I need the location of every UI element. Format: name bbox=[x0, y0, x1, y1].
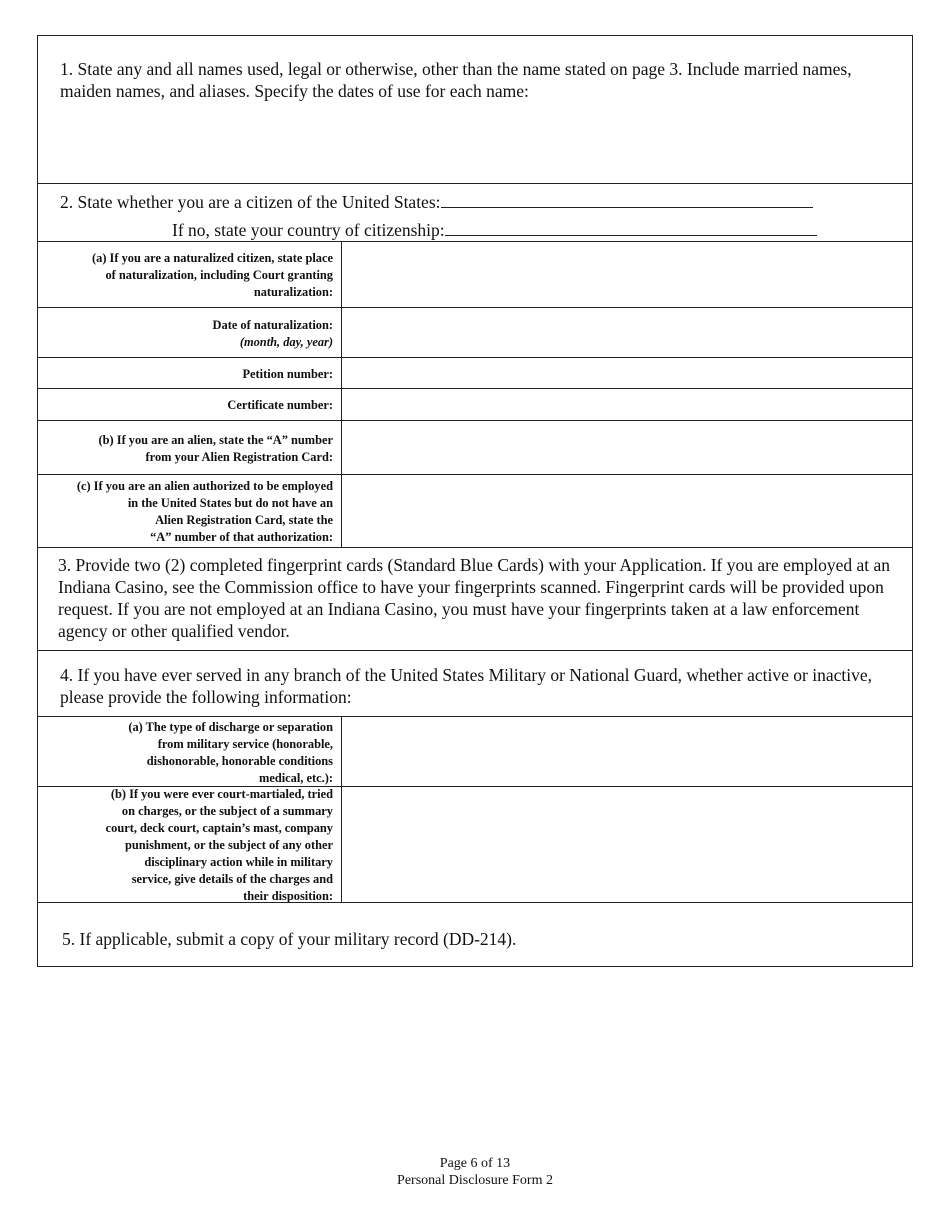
naturalization-place-field[interactable] bbox=[342, 242, 912, 307]
certificate-number-row bbox=[38, 388, 912, 420]
discharge-type-field[interactable] bbox=[342, 717, 912, 786]
alien-registration-row bbox=[38, 420, 912, 474]
naturalization-date-field[interactable] bbox=[342, 308, 912, 357]
naturalization-date-label bbox=[38, 308, 342, 357]
question-1-answer-area[interactable] bbox=[38, 106, 912, 183]
label-line: naturalization: bbox=[253, 285, 333, 299]
question-4-section bbox=[38, 650, 912, 716]
alien-registration-field[interactable] bbox=[342, 421, 912, 474]
label-line: disciplinary action while in military bbox=[144, 855, 333, 869]
label-line: (c) If you are an alien authorized to be employed bbox=[76, 479, 333, 493]
label-line: (a) If you are a naturalized citizen, state place bbox=[92, 251, 333, 265]
label-line: medical, etc.): bbox=[259, 770, 333, 785]
label-line: Alien Registration Card, state the bbox=[155, 513, 333, 527]
citizen-question-label: 2. State whether you are a citizen of the United States: bbox=[60, 192, 441, 212]
label-line: from your Alien Registration Card: bbox=[145, 449, 333, 464]
certificate-number-label bbox=[38, 389, 342, 420]
label-line: Certificate number: bbox=[227, 398, 333, 412]
label-line: court, deck court, captain’s mast, company bbox=[105, 821, 333, 835]
label-line: service, give details of the charges and bbox=[131, 872, 333, 886]
label-line: from military service (honorable, bbox=[157, 736, 333, 751]
certificate-number-field[interactable] bbox=[342, 389, 912, 420]
question-5-text: 5. If applicable, submit a copy of your military record (DD-214). bbox=[62, 929, 517, 949]
label-line: Petition number: bbox=[242, 366, 333, 381]
label-line: in the United States but do not have an bbox=[127, 496, 333, 510]
label-line: Date of naturalization: bbox=[212, 317, 333, 332]
label-line: “A” number of that authorization: bbox=[150, 530, 333, 544]
label-line: on charges, or the subject of a summary bbox=[121, 804, 333, 818]
question-3-text: 3. Provide two (2) completed fingerprint cards (Standard Blue Cards) with your Application. If you are employed at an Indiana Casino, see the Commission office to have your fingerprints scanned. Fingerprint cards will be provided upon request. If you are not employed at an Indiana Casino, you must have your fingerprints taken at a law enforcement agency or other qualified vendor. bbox=[58, 555, 891, 641]
label-line: of naturalization, including Court granting bbox=[105, 268, 333, 282]
citizen-answer-line[interactable] bbox=[441, 191, 813, 208]
naturalization-place-label bbox=[38, 242, 342, 307]
court-martial-label bbox=[38, 787, 342, 902]
country-question-label: If no, state your country of citizenship: bbox=[172, 220, 445, 240]
question-1-text: 1. State any and all names used, legal or otherwise, other than the name stated on page 3. Include married names, maiden names, and aliases. Specify the dates of use for each name: bbox=[60, 59, 852, 101]
discharge-type-label bbox=[38, 717, 342, 786]
petition-number-field[interactable] bbox=[342, 358, 912, 388]
employment-authorization-label bbox=[38, 475, 342, 547]
question-5-section bbox=[38, 902, 912, 968]
employment-authorization-row bbox=[38, 474, 912, 547]
petition-number-label bbox=[38, 358, 342, 388]
disclosure-form bbox=[37, 35, 913, 967]
naturalization-place-row bbox=[38, 241, 912, 307]
date-format-note: (month, day, year) bbox=[239, 334, 333, 349]
court-martial-field[interactable] bbox=[342, 787, 912, 902]
label-line: their disposition: bbox=[243, 889, 333, 903]
label-line: dishonorable, honorable conditions bbox=[146, 753, 333, 768]
country-answer-line[interactable] bbox=[445, 219, 817, 236]
question-4-text: 4. If you have ever served in any branch of the United States Military or National Guard, whether active or inactive, please provide the following information: bbox=[60, 665, 873, 707]
label-line: (a) The type of discharge or separation bbox=[128, 719, 333, 734]
label-line: punishment, or the subject of any other bbox=[124, 838, 333, 852]
naturalization-date-row bbox=[38, 307, 912, 357]
question-2-section bbox=[38, 183, 912, 241]
petition-number-row bbox=[38, 357, 912, 388]
page-number: Page 6 of 13 bbox=[439, 1156, 511, 1171]
label-line: (b) If you were ever court-martialed, tried bbox=[110, 787, 333, 801]
form-name: Personal Disclosure Form 2 bbox=[397, 1173, 553, 1188]
court-martial-row bbox=[38, 786, 912, 902]
alien-registration-label bbox=[38, 421, 342, 474]
discharge-type-row bbox=[38, 716, 912, 786]
employment-authorization-field[interactable] bbox=[342, 475, 912, 547]
question-3-section bbox=[38, 547, 912, 650]
label-line: (b) If you are an alien, state the “A” number bbox=[98, 432, 333, 447]
